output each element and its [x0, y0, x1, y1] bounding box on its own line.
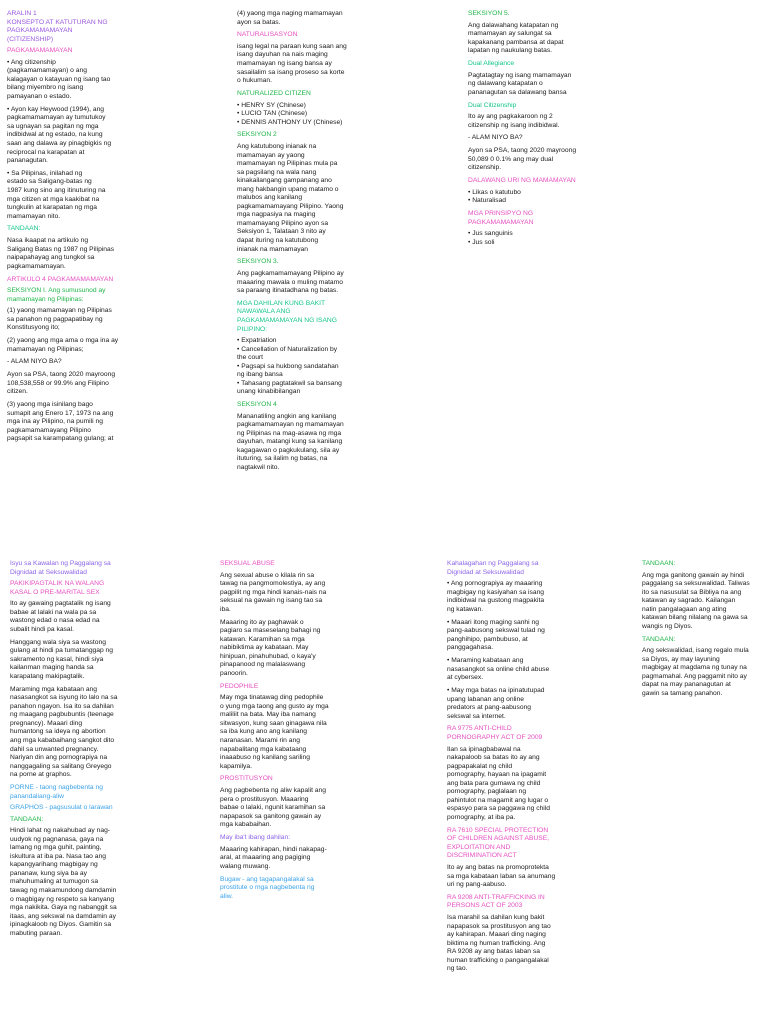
text-block: Maaaring kahirapan, hindi nakapag- aral, at maaaring ang pagiging walang muwang. [220, 845, 327, 870]
text-block: (1) yaong mamamayan ng Pilipinas sa panahon ng pagpapatibay ng Konstitusyong ito; [7, 307, 112, 332]
text-block: Ang katutubong inianak na mamamayan ay yaong mamamayan ng Pilipinas mula pa sa pagsilang na wala nang kinakailangang gampanang ano mang hakbangin upang matamo o malubos ang kanilang pagkamamamayang Pilipino. Yaong mga nagpasiya na maging mamamayang Pilipino ayon sa Seksiyon 1, Talataan 3 nito ay dapat ituring na katutubong inianak na mamamayan [237, 143, 344, 253]
bottom-column-2 [220, 560, 344, 904]
text-block: Ilan sa ipinagbabawal na nakapaloob sa batas ito ay ang pagpapakalat ng child pornography, hayaan na ipagamit ang bata para gumawa ng child pornography, paglalaan ng pahintulot na magamit ang lugar o espasyo para sa paggawa ng child pornography, at iba pa. [447, 745, 550, 821]
text-block: Ang sexual abuse o kilala rin sa tawag na pangmomolestiya, ay ang pagpilit ng mga hindi kanais-nais na seksual na gawain ng isang tao sa iba. [220, 571, 327, 613]
section-heading: SEKSIYON I. Ang sumusunod ay mamamayan ng Pilipinas: [7, 287, 106, 303]
section-heading: SEKSIYON 3. [237, 258, 279, 266]
text-block: Ito ay ang pagkakaroon ng 2 citizenship ng isang indibidwal. [468, 113, 560, 129]
bottom-column-4 [642, 560, 763, 703]
section-heading: TANDAAN: [642, 635, 676, 643]
text-block: • Ayon kay Heywood (1994), ang pagkamamamayan ay tumutukoy sa ugnayan sa pagitan ng mga indibidwal at ng estado, na kung saan ang dalawa ay pinagbigkis ng reciprocal na karapatan at pananagutan. [7, 105, 112, 165]
section-heading: Kahalagahan ng Paggalang sa Dignidad at Seksuwalidad [447, 560, 539, 576]
section-heading: RA 7610 SPECIAL PROTECTION OF CHILDREN AGAINST ABUSE, EXPLOITATION AND DISCRIMINATION ACT [447, 826, 550, 860]
text-block: (2) yaong ang mga ama o mga ina ay mamamayan ng Pilipinas; [7, 337, 119, 353]
section-heading: GRAPHOS - pagsusulat o larawan [10, 804, 113, 812]
section-heading: Bugaw - ang tagapangalakal sa prostitute o mga nagbebenta ng aliw. [220, 875, 315, 900]
text-block: Ang pagkamamamayang Pilipino ay maaaring mawala o muling matamo sa paraang itinatadhana ng batas. [237, 269, 344, 295]
section-heading: TANDAAN: [10, 815, 44, 823]
section-heading: NATURALISASYON [237, 31, 298, 39]
text-block: • Ang pornograpiya ay maaaring magbigay ng kasiyahan sa isang indibidwal na gustong magpakita ng katawan. [447, 580, 545, 613]
text-block: • Jus sanguinis • Jus soli [468, 230, 513, 246]
text-block: Mananatiling angkin ang kanilang pagkamamamayan ng mamamayan ng Pilipinas na mag-asawa ng mga dayuhan, matangi kung sa kanilang kagagawan o pagkukulang, sila ay ituturing, sa ilalim ng batas, na nagtakwil nito. [237, 412, 344, 472]
text-block: Maraming mga kabataan ang nasasangkot sa isyung ito lalo na sa panahon ngayon. Isa ito sa dahilan ng maagang pagbubuntis (teenage pregnancy). Maaari ding humantong sa ideya ng abortion ang mga kababaihang sangkot dito dahil sa unwanted pregnancy. Nariyan din ang pornograpiya na nanggagaling sa salitang Greyego na porne at graphos. [10, 685, 118, 779]
section-heading: May iba't ibang dahilan: [220, 834, 291, 842]
top-column-3 [468, 10, 592, 252]
section-heading: SEKSIYON 5. [468, 10, 510, 17]
text-block: • Sa Pilipinas, inilahad ng estado sa Saligang-batas ng 1987 kung sino ang itinuturing na mga citizen at mga kaakibat na tungkulin at karapatan ng mga mamamayan nito. [7, 169, 106, 220]
section-heading: SEKSIYON 2 [237, 131, 277, 139]
text-block: • Maaari itong maging sanhi ng pang-aabusong sekswal tulad ng panghihipo, pambubuso, at panggagahasa. [447, 618, 545, 652]
text-block: • Expatriation • Cancellation of Naturalization by the court • Pagsapi sa hukbong sandatahan ng ibang bansa • Tahasang pagtatakwil sa bansang unang kinabibilangan [237, 337, 342, 396]
text-block: Hanggang wala siya sa wastong gulang at hindi pa tumatanggap ng sakramento ng kasal, hindi siya kailanman maging handa sa karapatang makipagtalik. [10, 638, 113, 680]
bottom-column-1 [10, 560, 134, 943]
section-heading: DALAWANG URI NG MAMAMAYAN [468, 177, 576, 185]
text-block: - ALAM NIYO BA? [468, 134, 523, 142]
section-heading: PORNE - taong nagbebenta ng panandaliang-aliw [10, 784, 103, 800]
section-heading: RA 9208 ANTI-TRAFFICKING IN PERSONS ACT OF 2003 [447, 893, 545, 910]
section-heading: SEKSUAL ABUSE [220, 560, 275, 567]
section-heading: TANDAAN: [642, 560, 676, 567]
text-block: Pagtatagtay ng isang mamamayan ng dalawang katapatan o pananagutan sa dalawang bansa [468, 71, 572, 96]
section-heading: PAKIKIPAGTALIK NA WALANG KASAL O PRE-MARITAL SEX [10, 580, 105, 596]
text-block: • HENRY SY (Chinese) • LUCIO TAN (Chinese) • DENNIS ANTHONY UY (Chinese) [237, 101, 343, 126]
text-block: Ang sekswalidad, isang regalo mula sa Diyos, ay may layuning magbigay at magdama ng tunay na pagmamahal. Ang paggamit nito ay dapat na may pananagutan at gawin sa tamang panahon. [642, 647, 749, 697]
text-block: - ALAM NIYO BA? [7, 358, 62, 366]
text-block: Nasa ikaapat na artikulo ng Saligang Batas ng 1987 ng Pilipinas naipapahayag ang tungkol sa pagkamamamayan. [7, 237, 115, 270]
text-block: May mga tinatawag ding pedophile o yung mga taong ang gusto ay mga maliliit na bata. May iba namang sitwasyon, kung saan ginagawa nila sa iba kung ano ang kanilang naranasan. Marami rin ang napabalitang mga kabataang inaaabuso ng kanilang sariling kapamilya. [220, 694, 329, 770]
section-heading: RA 9775 ANTI-CHILD PORNOGRAPHY ACT OF 2009 [447, 725, 543, 742]
text-block: Ito ay ang batas na promoprotekta sa mga kabataan laban sa anumang uri ng pang-aabuso. [447, 863, 556, 889]
top-column-2 [237, 10, 361, 477]
section-heading: NATURALIZED CITIZEN [237, 89, 311, 97]
text-block: Isa marahil sa dahilan kung bakit napapasok sa prostitusyon ang tao ay kahirapan. Maaari ding naging biktima ng human trafficking. Ang RA 9208 ay ang batas laban sa human trafficking o pangangalakal ng tao. [447, 914, 551, 973]
text-block: Ang mga ganitong gawain ay hindi paggalang sa seksuwalidad. Taliwas ito sa nasusulat sa Bibliya na ang katawan ay sagrado. Kailangan natin pangalagaan ang ating katawan bilang nilalang na gawa sa wangis ng Diyos. [642, 571, 750, 630]
top-column-1 [7, 10, 131, 448]
text-block: Maaaring ito ay paghawak o pagiaro sa maseselang bahagi ng katawan. Karamihan sa mga nabibiktima ay kabataan. May hinipuan, pinahuhubad, o kaya'y pinapanood ng malalaswang panoorin. [220, 618, 321, 677]
text-block: • Maraming kabataan ang nasasangkot sa online child abuse at cybersex. [447, 657, 550, 682]
section-heading: MGA DAHILAN KUNG BAKIT NAWAWALA ANG PAGKAMAMAMAYAN NG ISANG PILIPINO: [237, 299, 337, 333]
text-block: (3) yaong mga isinilang bago sumapit ang Enero 17, 1973 na ang mga ina ay Pilipino, na pumili ng pagkamamamayang Pilipino pagsapit sa karampatang gulang; at [7, 401, 114, 443]
text-block: Ayon sa PSA, taong 2020 mayroong 50,089 0 0.1% ang may dual citizenship. [468, 147, 577, 172]
section-heading: TANDAAN: [7, 225, 41, 233]
section-heading: Isyu sa Kawalan ng Paggalang sa Dignidad at Seksuwalidad [10, 560, 111, 576]
section-heading: Dual Allegiance [468, 60, 515, 68]
text-block: Ang pagbebenta ng aliw kapalit ang pera o prostitusyon. Maaaring babae o lalaki, ngunit karamihan sa napapasok sa ganitong gawain ay mga kababaihan. [220, 787, 326, 829]
text-block: Ayon sa PSA, taong 2020 mayroong 108,538,558 or 99.9% ang Filipino citizen. [7, 371, 116, 396]
section-heading: ARTIKULO 4 PAGKAMAMAMAYAN [7, 275, 114, 283]
text-block: Ang dalawahang katapatan ng mamamayan ay salungat sa kapakanang pambansa at dapat lapatan ng naukulang batas. [468, 21, 564, 55]
bottom-column-3 [447, 560, 571, 978]
section-heading: PEDOPHILE [220, 682, 259, 690]
section-heading: MGA PRINSIPYO NG PAGKAMAMAMAYAN [468, 210, 534, 226]
text-block: (4) yaong mga naging mamamayan ayon sa batas. [237, 10, 343, 26]
section-heading: PAGKAMAMAMAYAN [7, 47, 73, 55]
section-heading: PROSTITUSYON [220, 775, 273, 783]
text-block: Hindi lahat ng nakahubad ay nag- uudyok ng pagnanasa, gaya na lamang ng mga guhit, painting, iskultura at iba pa. Nasa tao ang kapangyarihang magbigay ng pananaw, kung siya ba ay mahuhumaling at tumugon sa tawag ng makamundong damdamin o magbigay ng respeto sa kanyang mga nakikita. Gaya ng nabanggit sa itaas, ang sekswal na damdamin ay ipinagkaloob ng Diyos. Gamitin sa mabuting paraan. [10, 827, 117, 937]
text-block: • Likas o katutubo • Naturalisad [468, 188, 521, 205]
text-block: • Ang citizenship (pagkamamamayan) o ang kalagayan o katayuan ng isang tao bilang miyembro ng isang pamayanan o estado. [7, 58, 111, 100]
section-heading: SEKSIYON 4 [237, 401, 277, 409]
text-block: • May mga batas na ipinatutupad upang labanan ang online predators at pang-aabusong sekswal sa internet. [447, 687, 545, 720]
text-block: Ito ay gawaing pagtatalik ng isang babae at lalaki na wala pa sa wastong edad o nasa edad na subalit hindi pa kasal. [10, 600, 111, 633]
section-heading: ARALIN 1 KONSEPTO AT KATUTURAN NG PAGKAMAMAMAYAN (CITIZENSHIP) [7, 10, 108, 43]
section-heading: Dual Citizenship [468, 101, 517, 109]
text-block: isang legal na paraan kung saan ang isang dayuhan na nais maging mamamayan ng isang bansa ay sasailalim sa isang proseso sa korte o hukuman. [237, 42, 347, 85]
